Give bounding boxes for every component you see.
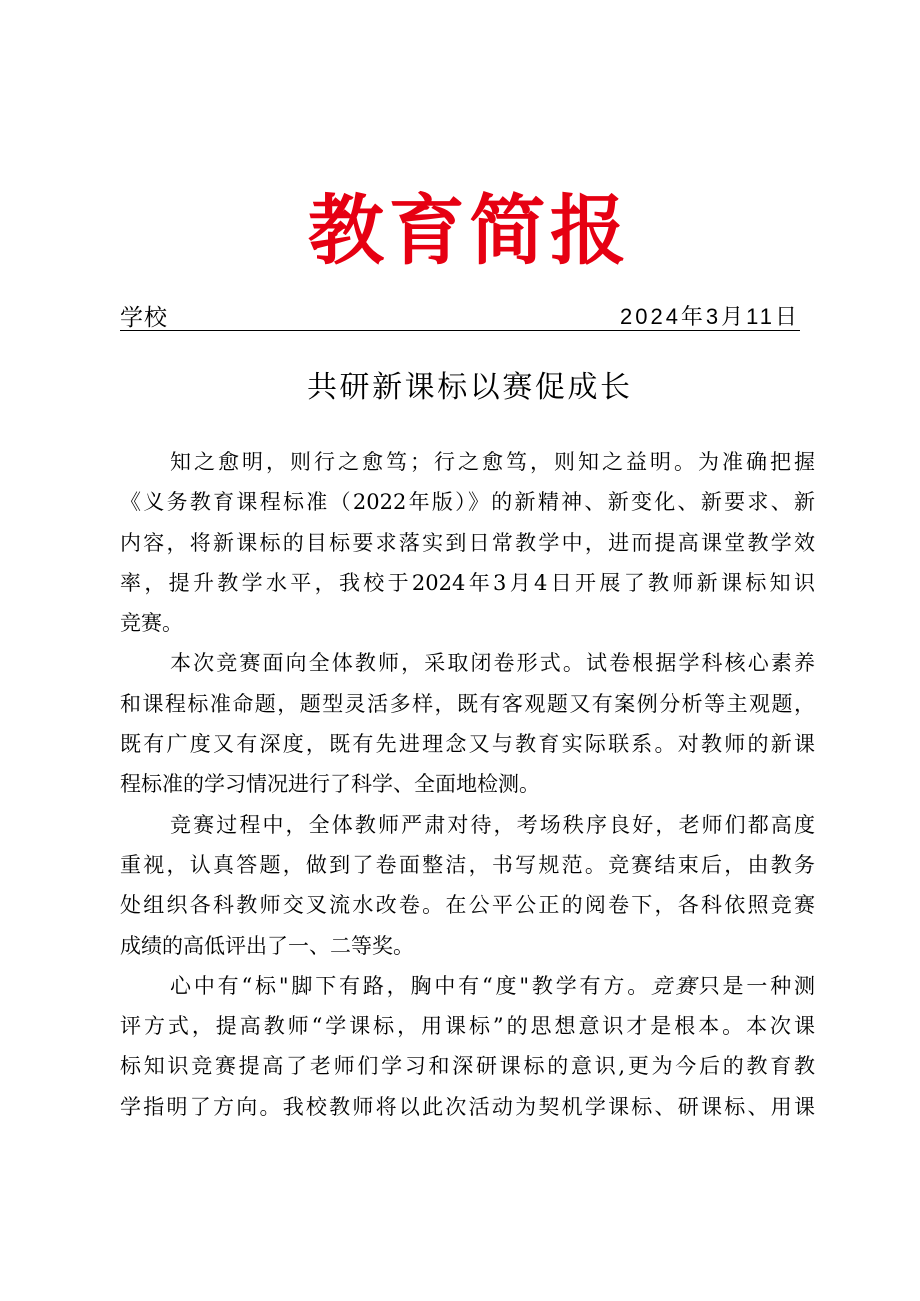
paragraph-line: 既有广度又有深度，既有先进理念又与教育实际联系。对教师的新课 [120,732,815,757]
paragraph-line: 《义务教育课程标准（2022年版）》的新精神、新变化、新要求、新 [120,490,815,515]
paragraph-line: 本次竞赛面向全体教师，采取闭卷形式。试卷根据学科核心素养 [170,651,815,676]
issue-date: 2024年3月11日 [619,304,800,329]
paragraph-line: 内容，将新课标的目标要求落实到日常教学中，进而提高课堂教学效 [120,530,815,555]
line-segment: 只是一种测 [698,973,815,998]
paragraph-line: 和课程标准命题，题型灵活多样，既有客观题又有案例分析等主观题， [120,691,815,716]
meta-row [120,302,800,331]
line-segment: 心中有“标"脚下有路，胸中有“度"教学有方。 [170,973,652,998]
paragraph-line: 标知识竞赛提高了老师们学习和深研课标的意识,更为今后的教育教 [120,1054,815,1079]
article-headline: 共研新课标以赛促成长 [307,371,630,404]
emphasized-text: 竞赛 [651,973,699,998]
article-body [120,442,815,1127]
paragraph [120,643,815,804]
paragraph-line: 成绩的高低评出了一、二等奖。 [120,933,414,958]
paragraph-line: 竞赛。 [120,611,183,636]
paragraph-line: 处组织各科教师交叉流水改卷。在公平公正的阅卷下，各科依照竞赛 [120,893,815,918]
newsletter-title: 教育简报 [308,186,626,275]
paragraph-line: 学指明了方向。我校教师将以此次活动为契机学课标、研课标、用课 [120,1094,815,1119]
paragraph [120,442,815,643]
paragraph [120,966,815,1127]
paragraph-line: 竞赛过程中，全体教师严肃对待，考场秩序良好，老师们都高度 [170,812,815,837]
school-label: 学校 [120,304,168,330]
paragraph [120,805,815,966]
paragraph-line: 程标准的学习情况进行了科学、全面地检测。 [120,772,540,797]
paragraph-line: 评方式，提高教师“学课标，用课标”的思想意识才是根本。本次课 [120,1014,815,1039]
paragraph-line: 知之愈明，则行之愈笃；行之愈笃，则知之益明。为准确把握 [170,450,815,474]
paragraph-line [120,966,815,1006]
paragraph-line: 重视，认真答题，做到了卷面整洁，书写规范。竞赛结束后，由教务 [120,852,815,877]
paragraph-line: 率，提升教学水平，我校于2024年3月4日开展了教师新课标知识 [120,570,815,595]
